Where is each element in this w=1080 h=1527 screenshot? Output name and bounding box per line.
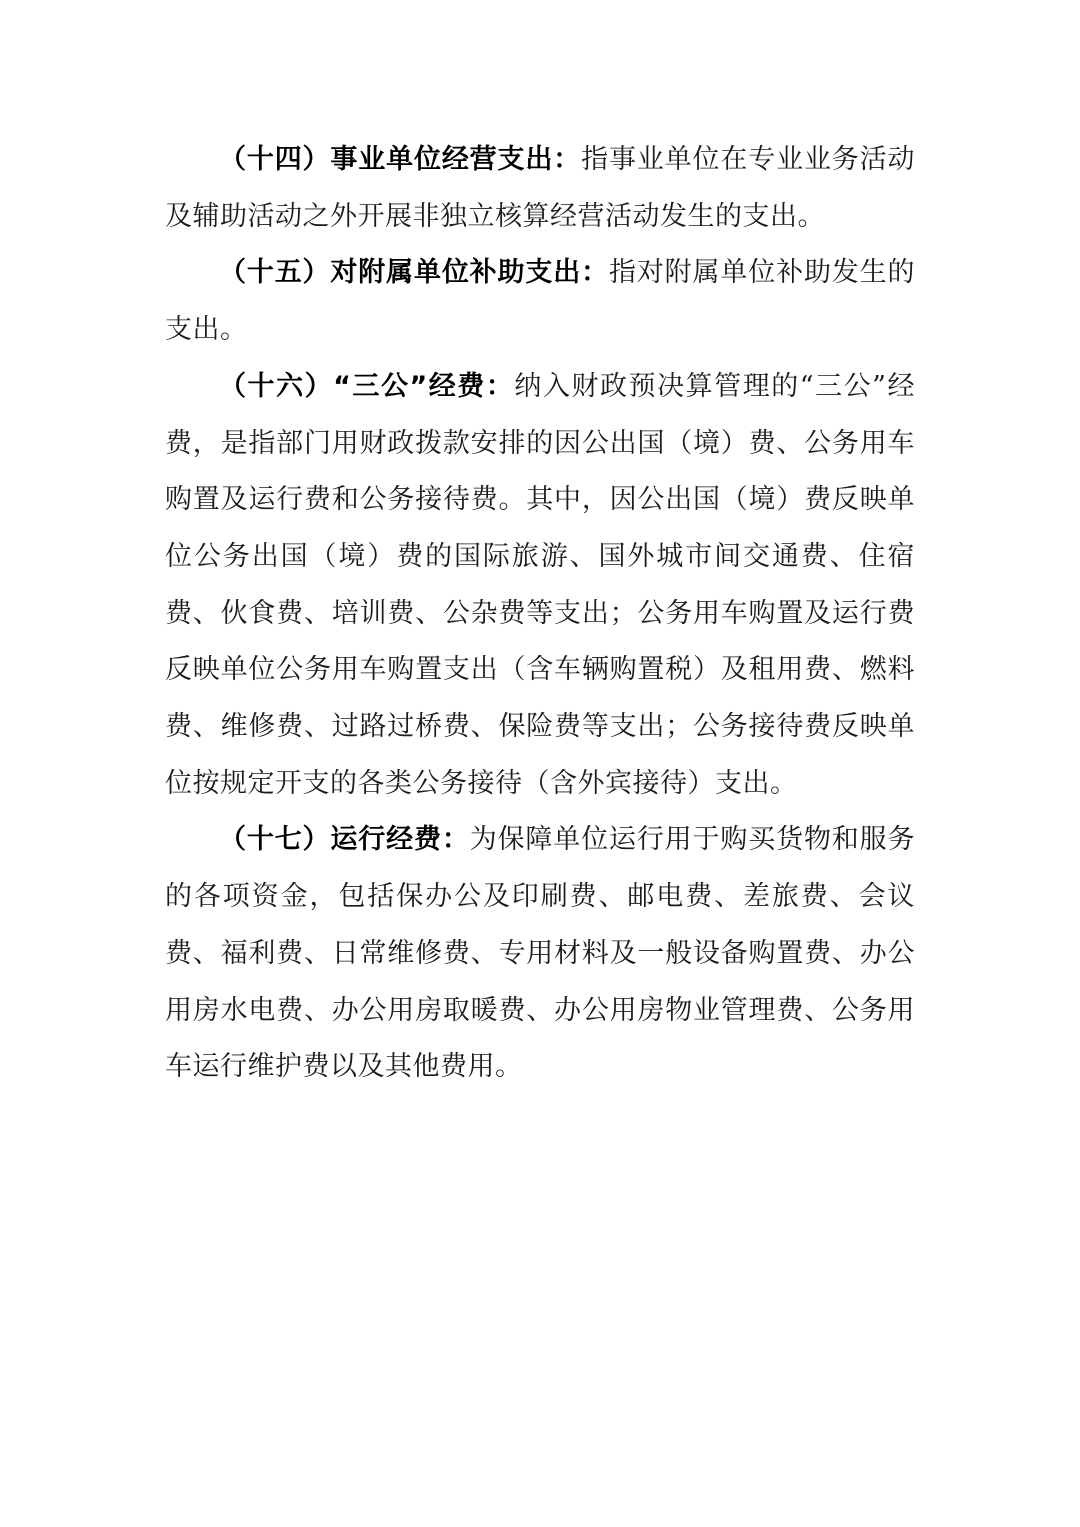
paragraph-15	[165, 245, 915, 358]
heading-colon: ：	[581, 257, 609, 289]
paragraph-17	[165, 812, 915, 1096]
paragraph-16	[165, 359, 915, 813]
paragraph-heading: （十六）“三公”经费	[219, 370, 486, 402]
heading-colon: ：	[441, 824, 470, 856]
heading-colon: ：	[553, 144, 582, 175]
paragraph-heading: （十七）运行经费	[219, 824, 442, 856]
paragraph-text: 指事业单位在专业业务活动及辅助活动之外开展非独立核算经营活动发生的支出。	[165, 144, 916, 232]
paragraph-text: 指对附属单位补助发生的支出。	[165, 257, 916, 346]
paragraph-heading: （十四）事业单位经营支出	[219, 144, 554, 175]
paragraph-text: 为保障单位运行用于购买货物和服务的各项资金，包括保办公及印刷费、邮电费、差旅费、会议费、福利费、日常维修费、专用材料及一般设备购置费、办公用房水电费、办公用房取暖费、办公用房物业管理费、公务用车运行维护费以及其他费用。	[165, 824, 916, 1083]
document-body	[165, 132, 915, 1096]
heading-colon: ：	[485, 370, 515, 402]
paragraph-14	[165, 132, 915, 245]
paragraph-text: 纳入财政预决算管理的“三公”经费，是指部门用财政拨款安排的因公出国（境）费、公务用车购置及运行费和公务接待费。其中，因公出国（境）费反映单位公务出国（境）费的国际旅游、国外城市间交通费、住宿费、伙食费、培训费、公杂费等支出；公务用车购置及运行费反映单位公务用车购置支出（含车辆购置税）及租用费、燃料费、维修费、过路过桥费、保险费等支出；公务接待费反映单位按规定开支的各类公务接待（含外宾接待）支出。	[165, 370, 916, 799]
paragraph-heading: （十五）对附属单位补助支出	[219, 257, 582, 289]
